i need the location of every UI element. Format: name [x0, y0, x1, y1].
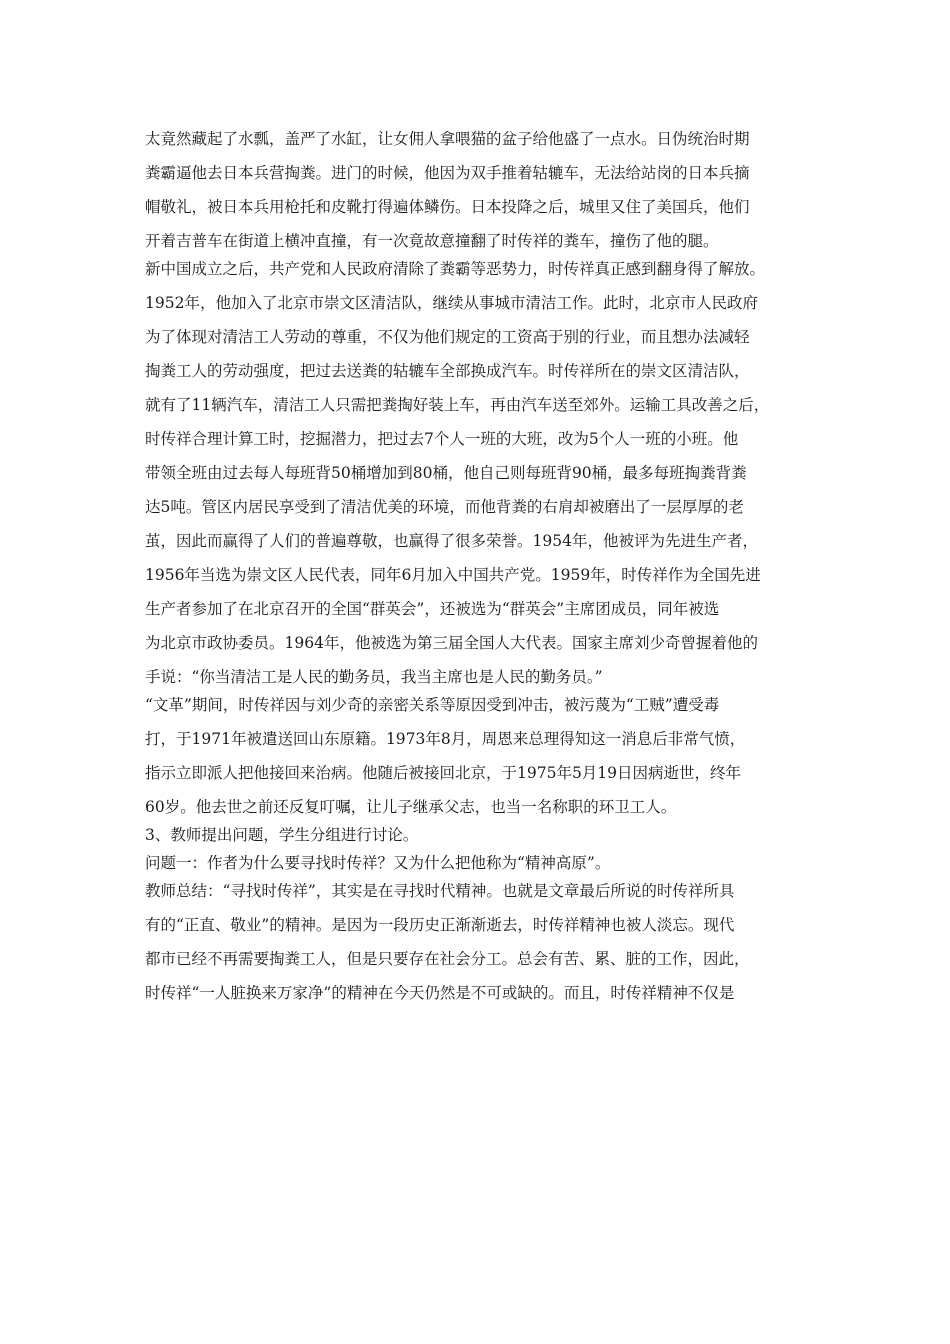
text-line: 1952年，他加入了北京市崇文区清洁队，继续从事城市清洁工作。此时，北京市人民政府	[145, 294, 758, 312]
text-line: 带领全班由过去每人每班背50桶增加到80桶，他自己则每班背90桶，最多每班掏粪背粪	[145, 464, 747, 482]
text-line: 3、教师提出问题，学生分组进行讨论。	[145, 826, 419, 844]
text-line: 有的“正直、敬业”的精神。是因为一段历史正渐渐逝去，时传祥精神也被人淡忘。现代	[145, 916, 735, 934]
text-line: 就有了11辆汽车，清洁工人只需把粪掏好装上车，再由汽车送至郊外。运输工具改善之后，	[145, 396, 770, 414]
text-line: 都市已经不再需要掏粪工人，但是只要存在社会分工。总会有苦、累、脏的工作，因此，	[145, 950, 750, 968]
document-body	[145, 122, 813, 1010]
text-line: 为北京市政协委员。1964年，他被选为第三届全国人大代表。国家主席刘少奇曾握着他的	[145, 634, 758, 652]
text-line: 达5吨。管区内居民享受到了清洁优美的环境，而他背粪的右肩却被磨出了一层厚厚的老	[145, 498, 744, 516]
paragraph-3	[145, 688, 813, 824]
text-line: 粪霸逼他去日本兵营掏粪。进门的时候，他因为双手推着轱辘车，无法给站岗的日本兵摘	[145, 164, 750, 182]
text-line: 1956年当选为崇文区人民代表，同年6月加入中国共产党。1959年，时传祥作为全国先进	[145, 566, 761, 584]
text-line: 手说：“你当清洁工是人民的勤务员，我当主席也是人民的勤务员。”	[145, 668, 603, 686]
text-line: 指示立即派人把他接回来治病。他随后被接回北京，于1975年5月19日因病逝世，终年	[145, 764, 742, 782]
text-line: 为了体现对清洁工人劳动的尊重，不仅为他们规定的工资高于别的行业，而且想办法减轻	[145, 328, 750, 346]
text-line: 打，于1971年被遣送回山东原籍。1973年8月，周恩来总理得知这一消息后非常气愤，	[145, 730, 746, 748]
paragraph-2	[145, 252, 813, 694]
text-line: 太竟然藏起了水瓢，盖严了水缸，让女佣人拿喂猫的盆子给他盛了一点水。日伪统治时期	[145, 130, 750, 148]
text-line: 时传祥“一人脏换来万家净”的精神在今天仍然是不可或缺的。而且，时传祥精神不仅是	[145, 984, 735, 1002]
text-line: 时传祥合理计算工时，挖掘潜力，把过去7个人一班的大班，改为5个人一班的小班。他	[145, 430, 739, 448]
text-line: 掏粪工人的劳动强度，把过去送粪的轱辘车全部换成汽车。时传祥所在的崇文区清洁队，	[145, 362, 750, 380]
text-line: 帽敬礼，被日本兵用枪托和皮靴打得遍体鳞伤。日本投降之后，城里又住了美国兵，他们	[145, 198, 750, 216]
text-line: 开着吉普车在街道上横冲直撞，有一次竟故意撞翻了时传祥的粪车，撞伤了他的腿。	[145, 232, 719, 250]
text-line: 生产者参加了在北京召开的全国“群英会”，还被选为“群英会”主席团成员，同年被选	[145, 600, 720, 618]
paragraph-6	[145, 874, 813, 1010]
text-line: 茧，因此而赢得了人们的普遍尊敬，也赢得了很多荣誉。1954年，他被评为先进生产者，	[145, 532, 758, 550]
text-line: “文革”期间，时传祥因与刘少奇的亲密关系等原因受到冲击，被污蔑为“工贼”遭受毒	[145, 696, 720, 714]
text-line: 问题一：作者为什么要寻找时传祥？又为什么把他称为“精神高原”。	[145, 854, 611, 872]
text-line: 新中国成立之后，共产党和人民政府清除了粪霸等恶势力，时传祥真正感到翻身得了解放。	[145, 260, 766, 278]
text-line: 60岁。他去世之前还反复叮嘱，让儿子继承父志，也当一名称职的环卫工人。	[145, 798, 677, 816]
paragraph-1	[145, 122, 813, 258]
text-line: 教师总结：“寻找时传祥”，其实是在寻找时代精神。也就是文章最后所说的时传祥所具	[145, 882, 735, 900]
